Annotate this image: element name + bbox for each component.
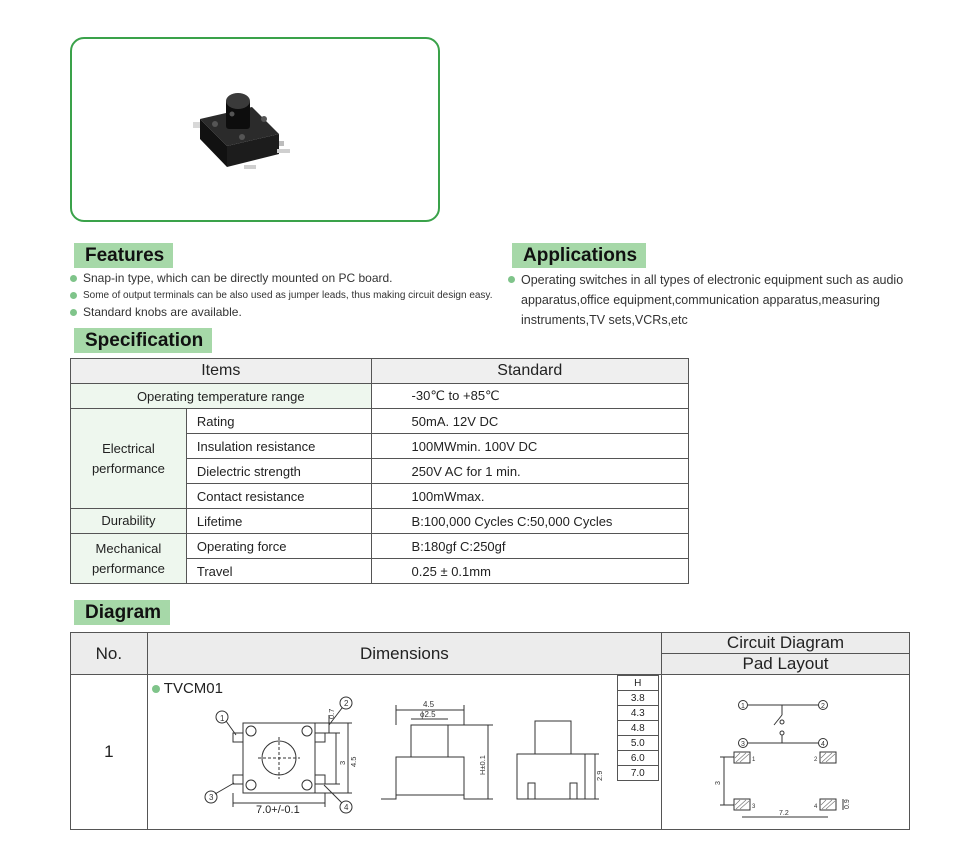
temp-label: Operating temperature range: [71, 384, 372, 409]
height-value: 4.8: [617, 721, 658, 736]
pad-pin-1: 1: [751, 757, 756, 763]
durability-group: Durability: [71, 509, 187, 534]
pad-pin-3: 3: [751, 804, 756, 810]
contact-label: Contact resistance: [186, 484, 371, 509]
pin-label-4: 4: [343, 803, 349, 812]
circuit-pin-3: 3: [740, 741, 745, 748]
mechanical-group: Mechanical performance: [71, 534, 187, 584]
list-item: Operating switches in all types of electronic equipment such as audio apparatus,office equipment,communication apparatus,measuring instruments,TV sets,VCRs,etc: [508, 270, 908, 330]
row-number: 1: [71, 675, 148, 830]
insulation-value: 100MWmin. 100V DC: [371, 434, 688, 459]
height-table-header: H: [617, 676, 658, 691]
list-item: Snap-in type, which can be directly mounted on PC board.: [70, 270, 510, 287]
circuit-header: Circuit Diagram: [661, 633, 909, 654]
temp-value: -30℃ to +85℃: [371, 384, 688, 409]
dielectric-value: 250V AC for 1 min.: [371, 459, 688, 484]
dim-29: 2.9: [594, 770, 604, 781]
rating-value: 50mA. 12V DC: [371, 409, 688, 434]
height-table: [617, 675, 659, 781]
items-header: Items: [71, 359, 372, 384]
pin-label-2: 2: [343, 699, 349, 708]
height-value: 6.0: [617, 751, 658, 766]
height-value: 4.3: [617, 706, 658, 721]
table-row: [71, 534, 689, 559]
lifetime-value: B:100,000 Cycles C:50,000 Cycles: [371, 509, 688, 534]
model-name: TVCM01: [163, 680, 223, 697]
rating-label: Rating: [186, 409, 371, 434]
features-list: [70, 270, 510, 321]
insulation-label: Insulation resistance: [186, 434, 371, 459]
circuit-pin-1: 1: [740, 703, 745, 710]
height-value: 3.8: [617, 691, 658, 706]
circuit-pin-4: 4: [820, 741, 825, 748]
circuit-pad-drawing: [662, 675, 909, 829]
dimensions-header: Dimensions: [147, 633, 661, 675]
specification-table: [70, 358, 689, 584]
features-heading: Features: [74, 243, 173, 268]
standard-header: Standard: [371, 359, 688, 384]
contact-value: 100mWmax.: [371, 484, 688, 509]
electrical-group: Electrical performance: [71, 409, 187, 509]
dielectric-label: Dielectric strength: [186, 459, 371, 484]
pad-dim-09: 0.9: [843, 799, 851, 809]
pad-pin-2: 2: [813, 757, 818, 763]
pin-label-1: 1: [219, 714, 225, 723]
height-value: 7.0: [617, 766, 658, 781]
lifetime-label: Lifetime: [186, 509, 371, 534]
dim-h: H±0.1: [477, 755, 487, 775]
diagram-heading: Diagram: [74, 600, 170, 625]
pin-label-3: 3: [208, 793, 214, 802]
force-value: B:180gf C:250gf: [371, 534, 688, 559]
circuit-pad-cell: [661, 675, 909, 830]
table-row: [71, 409, 689, 434]
specification-heading: Specification: [74, 328, 212, 353]
pad-header: Pad Layout: [661, 654, 909, 675]
dim-phi: ϕ2.5: [419, 710, 436, 719]
pad-dim-72: 7.2: [778, 810, 789, 817]
switch-photo: [72, 39, 442, 224]
dim-45-side: 4.5: [422, 700, 434, 709]
circuit-pin-2: 2: [820, 703, 825, 710]
travel-label: Travel: [186, 559, 371, 584]
no-header: No.: [71, 633, 148, 675]
product-photo-frame: [70, 37, 440, 222]
force-label: Operating force: [186, 534, 371, 559]
table-row: [71, 509, 689, 534]
dimension-drawing: [148, 675, 664, 829]
travel-value: 0.25 ± 0.1mm: [371, 559, 688, 584]
dim-3: 3: [337, 760, 347, 765]
pad-dim-3: 3: [714, 781, 722, 785]
diagram-table: [70, 632, 910, 830]
dimensions-cell: [147, 675, 661, 830]
table-row: [71, 384, 689, 409]
pad-pin-4: 4: [813, 804, 818, 810]
applications-heading: Applications: [512, 243, 646, 268]
dim-07: 0.7: [326, 708, 336, 719]
height-value: 5.0: [617, 736, 658, 751]
list-item: Some of output terminals can be also used as jumper leads, thus making circuit design easy.: [70, 287, 510, 304]
dim-width: 7.0+/-0.1: [255, 804, 300, 816]
dim-45: 4.5: [348, 756, 358, 767]
applications-list: [508, 270, 908, 330]
list-item: Standard knobs are available.: [70, 304, 510, 321]
